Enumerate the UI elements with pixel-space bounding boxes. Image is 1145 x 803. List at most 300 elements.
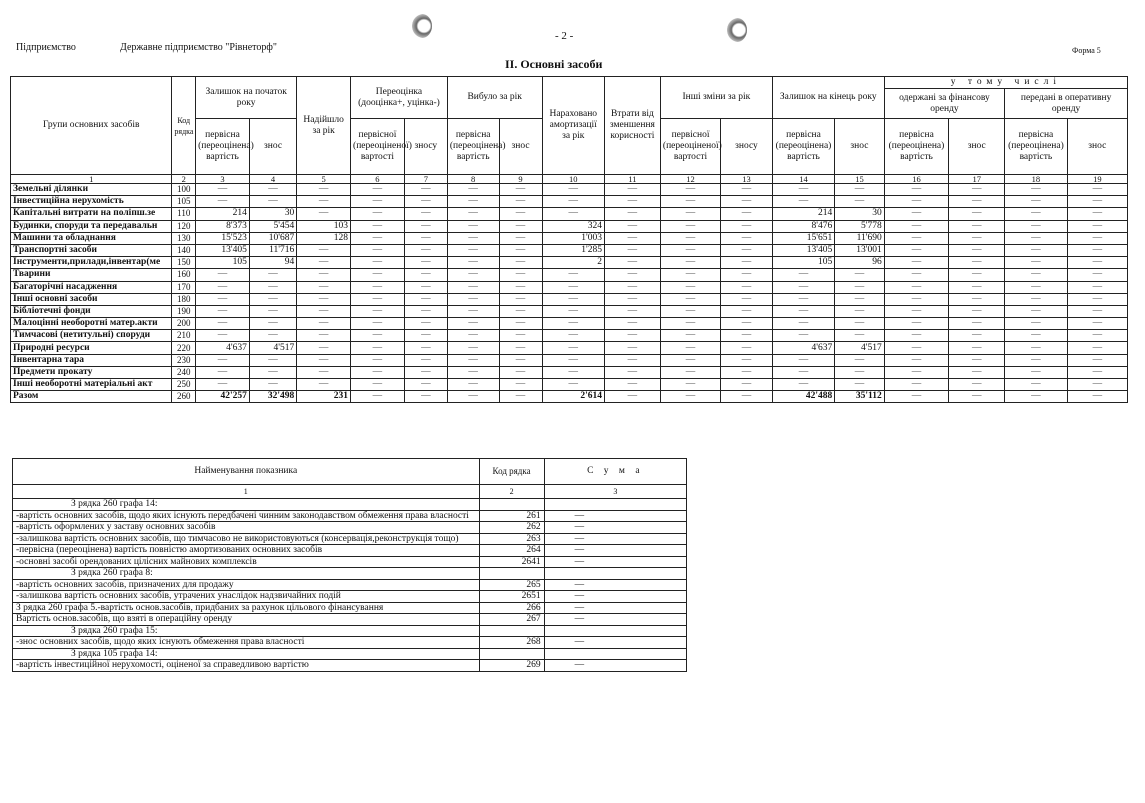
- row-label: Інвестиційна нерухомість: [11, 196, 172, 208]
- cell-value: 128: [297, 232, 351, 244]
- empty-cell-dash: —: [604, 379, 660, 391]
- empty-cell-dash: —: [542, 293, 604, 305]
- indicator-text: -залишкова вартість основних засобів, що тимчасово не використовуються (консервація,реконструкція тощо): [13, 533, 480, 545]
- empty-cell-dash: —: [604, 184, 660, 196]
- empty-cell-dash: —: [351, 342, 405, 354]
- empty-cell-dash: —: [1005, 330, 1067, 342]
- empty-cell-dash: —: [542, 354, 604, 366]
- empty-cell-dash: —: [447, 257, 499, 269]
- empty-cell-dash: —: [499, 196, 542, 208]
- col-impairment: Втрати від зменшення корисності: [604, 77, 660, 175]
- indicator-sum: —: [544, 660, 686, 672]
- column-number: 17: [949, 175, 1005, 184]
- empty-cell-dash: —: [1067, 184, 1127, 196]
- empty-cell-dash: —: [721, 366, 773, 378]
- empty-cell-dash: —: [660, 293, 720, 305]
- empty-cell-dash: —: [660, 366, 720, 378]
- empty-cell-dash: —: [884, 244, 949, 256]
- empty-cell-dash: —: [660, 184, 720, 196]
- cell-value: 2'614: [542, 391, 604, 403]
- empty-cell-dash: —: [404, 342, 447, 354]
- col-received: Надійшло за рік: [297, 77, 351, 175]
- empty-cell-dash: —: [1067, 220, 1127, 232]
- empty-cell-dash: —: [1067, 232, 1127, 244]
- indicator-row: [13, 545, 687, 557]
- indicator-row: [13, 499, 687, 511]
- empty-cell-dash: —: [1067, 196, 1127, 208]
- empty-cell-dash: —: [351, 196, 405, 208]
- cell-value: 13'001: [835, 244, 885, 256]
- indicator-code: 2651: [479, 591, 544, 603]
- empty-cell-dash: —: [835, 354, 885, 366]
- empty-cell-dash: —: [249, 366, 296, 378]
- empty-cell-dash: —: [499, 257, 542, 269]
- empty-cell-dash: —: [1067, 293, 1127, 305]
- indicator-text: -знос основних засобів, щодо яких існують обмеження права власності: [13, 637, 480, 649]
- row-code: 200: [172, 318, 196, 330]
- cell-value: 105: [196, 257, 250, 269]
- cell-value: 214: [772, 208, 834, 220]
- empty-cell-dash: —: [351, 391, 405, 403]
- indicator-text: З рядка 260 графа 5.-вартість основ.засобів, придбаних за рахунок цільового фінансування: [13, 602, 480, 614]
- empty-cell-dash: —: [884, 342, 949, 354]
- column-number: 18: [1005, 175, 1067, 184]
- empty-cell-dash: —: [404, 196, 447, 208]
- empty-cell-dash: —: [949, 330, 1005, 342]
- column-number: 5: [297, 175, 351, 184]
- empty-cell-dash: —: [447, 342, 499, 354]
- empty-cell-dash: —: [772, 196, 834, 208]
- indicator-sum: —: [544, 556, 686, 568]
- empty-cell-dash: —: [351, 293, 405, 305]
- column-number: 13: [721, 175, 773, 184]
- empty-cell-dash: —: [499, 330, 542, 342]
- table-row: [11, 196, 1128, 208]
- empty-cell-dash: —: [542, 379, 604, 391]
- empty-cell-dash: —: [499, 220, 542, 232]
- empty-cell-dash: —: [660, 281, 720, 293]
- col-number: 1: [13, 485, 480, 499]
- empty-cell-dash: —: [297, 244, 351, 256]
- scan-smudge: [727, 18, 747, 42]
- table-row: [11, 354, 1128, 366]
- empty-cell-dash: —: [542, 208, 604, 220]
- form-number: Форма 5: [1072, 46, 1101, 55]
- column-number: 6: [351, 175, 405, 184]
- empty-cell-dash: —: [604, 342, 660, 354]
- empty-cell-dash: —: [884, 305, 949, 317]
- empty-cell-dash: —: [196, 196, 250, 208]
- indicator-row: [13, 625, 687, 637]
- sub-initial: первісна (переоцінена) вартість: [772, 119, 834, 175]
- empty-cell-dash: —: [447, 330, 499, 342]
- enterprise-label: Підприємство: [16, 42, 76, 53]
- empty-cell-dash: —: [660, 305, 720, 317]
- empty-cell-dash: —: [249, 184, 296, 196]
- indicator-sum: —: [544, 533, 686, 545]
- empty-cell-dash: —: [721, 269, 773, 281]
- row-label: Транспортні засоби: [11, 244, 172, 256]
- cell-value: 1'285: [542, 244, 604, 256]
- empty-cell-dash: —: [721, 342, 773, 354]
- indicator-text: Вартість основ.засобів, що взяті в операційну оренду: [13, 614, 480, 626]
- sub-wear: знос: [499, 119, 542, 175]
- empty-cell-dash: —: [884, 391, 949, 403]
- empty-cell-dash: —: [351, 366, 405, 378]
- empty-cell-dash: —: [447, 269, 499, 281]
- sub-wear: знос: [949, 119, 1005, 175]
- empty-cell-dash: —: [1067, 379, 1127, 391]
- empty-cell-dash: —: [721, 391, 773, 403]
- indicators-table: [12, 458, 687, 672]
- empty-cell-dash: —: [1005, 208, 1067, 220]
- empty-cell-dash: —: [1005, 305, 1067, 317]
- empty-cell-dash: —: [1067, 269, 1127, 281]
- row-code: 240: [172, 366, 196, 378]
- empty-cell-dash: —: [772, 330, 834, 342]
- table-row: [11, 318, 1128, 330]
- cell-value: 96: [835, 257, 885, 269]
- cell-value: 13'405: [196, 244, 250, 256]
- empty-cell-dash: —: [196, 281, 250, 293]
- empty-cell-dash: —: [884, 281, 949, 293]
- col-number: 3: [544, 485, 686, 499]
- indicator-sum: —: [544, 510, 686, 522]
- empty-cell-dash: —: [404, 232, 447, 244]
- empty-cell-dash: —: [499, 244, 542, 256]
- indicator-sum: [544, 625, 686, 637]
- column-number: 4: [249, 175, 296, 184]
- empty-cell-dash: —: [249, 330, 296, 342]
- empty-cell-dash: —: [447, 318, 499, 330]
- indicator-row: [13, 533, 687, 545]
- empty-cell-dash: —: [835, 379, 885, 391]
- empty-cell-dash: —: [604, 391, 660, 403]
- empty-cell-dash: —: [604, 232, 660, 244]
- indicator-code: 268: [479, 637, 544, 649]
- row-label: Багаторічні насадження: [11, 281, 172, 293]
- cell-value: 8'373: [196, 220, 250, 232]
- empty-cell-dash: —: [1005, 244, 1067, 256]
- empty-cell-dash: —: [1067, 391, 1127, 403]
- empty-cell-dash: —: [499, 232, 542, 244]
- cell-value: 11'716: [249, 244, 296, 256]
- indicator-sum: [544, 499, 686, 511]
- empty-cell-dash: —: [604, 281, 660, 293]
- indicator-row: [13, 579, 687, 591]
- empty-cell-dash: —: [404, 257, 447, 269]
- empty-cell-dash: —: [196, 184, 250, 196]
- indicator-sum: —: [544, 591, 686, 603]
- empty-cell-dash: —: [447, 196, 499, 208]
- col-indicator-name: Найменування показника: [13, 459, 480, 485]
- empty-cell-dash: —: [249, 354, 296, 366]
- indicator-sum: [544, 568, 686, 580]
- column-number: 8: [447, 175, 499, 184]
- sub-wear: зносу: [404, 119, 447, 175]
- empty-cell-dash: —: [196, 379, 250, 391]
- empty-cell-dash: —: [404, 366, 447, 378]
- cell-value: 13'405: [772, 244, 834, 256]
- empty-cell-dash: —: [949, 391, 1005, 403]
- empty-cell-dash: —: [835, 196, 885, 208]
- column-number: 19: [1067, 175, 1127, 184]
- empty-cell-dash: —: [721, 305, 773, 317]
- empty-cell-dash: —: [499, 269, 542, 281]
- col-disposed: Вибуло за рік: [447, 77, 542, 119]
- indicator-code: 2641: [479, 556, 544, 568]
- row-label: Тварини: [11, 269, 172, 281]
- column-number: 3: [196, 175, 250, 184]
- row-code: 140: [172, 244, 196, 256]
- empty-cell-dash: —: [499, 281, 542, 293]
- row-code: 260: [172, 391, 196, 403]
- empty-cell-dash: —: [835, 318, 885, 330]
- empty-cell-dash: —: [949, 354, 1005, 366]
- empty-cell-dash: —: [351, 330, 405, 342]
- empty-cell-dash: —: [1005, 196, 1067, 208]
- enterprise-name: Державне підприємство "Рівнеторф": [120, 42, 277, 53]
- column-number: 16: [884, 175, 949, 184]
- empty-cell-dash: —: [949, 232, 1005, 244]
- empty-cell-dash: —: [1005, 281, 1067, 293]
- row-label: Разом: [11, 391, 172, 403]
- empty-cell-dash: —: [660, 196, 720, 208]
- indicator-sum: —: [544, 637, 686, 649]
- empty-cell-dash: —: [884, 330, 949, 342]
- cell-value: 42'257: [196, 391, 250, 403]
- empty-cell-dash: —: [721, 257, 773, 269]
- empty-cell-dash: —: [542, 269, 604, 281]
- empty-cell-dash: —: [499, 305, 542, 317]
- empty-cell-dash: —: [196, 305, 250, 317]
- empty-cell-dash: —: [249, 305, 296, 317]
- empty-cell-dash: —: [949, 293, 1005, 305]
- table-row: [11, 257, 1128, 269]
- empty-cell-dash: —: [604, 354, 660, 366]
- empty-cell-dash: —: [949, 257, 1005, 269]
- empty-cell-dash: —: [772, 379, 834, 391]
- sub-initial: первісна (переоцінена) вартість: [884, 119, 949, 175]
- empty-cell-dash: —: [884, 269, 949, 281]
- empty-cell-dash: —: [447, 391, 499, 403]
- empty-cell-dash: —: [835, 366, 885, 378]
- empty-cell-dash: —: [660, 269, 720, 281]
- col-revaluation: Переоцінка (дооцінка+, уцінка-): [351, 77, 448, 119]
- empty-cell-dash: —: [604, 196, 660, 208]
- empty-cell-dash: —: [404, 208, 447, 220]
- empty-cell-dash: —: [249, 269, 296, 281]
- col-leased-in: одержані за фінансову оренду: [884, 89, 1005, 119]
- empty-cell-dash: —: [196, 293, 250, 305]
- empty-cell-dash: —: [297, 330, 351, 342]
- empty-cell-dash: —: [1005, 342, 1067, 354]
- cell-value: 10'687: [249, 232, 296, 244]
- empty-cell-dash: —: [1005, 257, 1067, 269]
- empty-cell-dash: —: [884, 184, 949, 196]
- empty-cell-dash: —: [604, 257, 660, 269]
- col-code: Код рядка: [172, 77, 196, 175]
- empty-cell-dash: —: [721, 379, 773, 391]
- empty-cell-dash: —: [196, 366, 250, 378]
- empty-cell-dash: —: [499, 391, 542, 403]
- empty-cell-dash: —: [351, 354, 405, 366]
- empty-cell-dash: —: [1067, 257, 1127, 269]
- empty-cell-dash: —: [447, 281, 499, 293]
- empty-cell-dash: —: [499, 366, 542, 378]
- indicator-text: -вартість основних засобів, щодо яких існують передбачені чинним законодавством обмеження права власності: [13, 510, 480, 522]
- empty-cell-dash: —: [1005, 379, 1067, 391]
- empty-cell-dash: —: [404, 391, 447, 403]
- indicator-text: -основні засобі орендованих цілісних майнових комплексів: [13, 556, 480, 568]
- empty-cell-dash: —: [772, 305, 834, 317]
- empty-cell-dash: —: [499, 342, 542, 354]
- empty-cell-dash: —: [351, 269, 405, 281]
- cell-value: 5'454: [249, 220, 296, 232]
- empty-cell-dash: —: [772, 293, 834, 305]
- empty-cell-dash: —: [1067, 208, 1127, 220]
- empty-cell-dash: —: [404, 244, 447, 256]
- empty-cell-dash: —: [949, 196, 1005, 208]
- sub-initial: первісна (переоцінена) вартість: [196, 119, 250, 175]
- table-row: [11, 379, 1128, 391]
- empty-cell-dash: —: [1067, 366, 1127, 378]
- row-label: Тимчасові (нетитульні) споруди: [11, 330, 172, 342]
- indicator-sum: —: [544, 522, 686, 534]
- empty-cell-dash: —: [404, 269, 447, 281]
- empty-cell-dash: —: [297, 379, 351, 391]
- table-row: [11, 208, 1128, 220]
- indicator-sum: [544, 648, 686, 660]
- empty-cell-dash: —: [835, 281, 885, 293]
- cell-value: 15'651: [772, 232, 834, 244]
- empty-cell-dash: —: [297, 269, 351, 281]
- indicator-text: -залишкова вартість основних засобів, утрачених унаслідок надзвичайних подій: [13, 591, 480, 603]
- empty-cell-dash: —: [351, 232, 405, 244]
- cell-value: 4'637: [196, 342, 250, 354]
- empty-cell-dash: —: [660, 318, 720, 330]
- indicator-sum: —: [544, 602, 686, 614]
- indicator-text: З рядка 260 графа 8:: [13, 568, 480, 580]
- row-label: Інші основні засоби: [11, 293, 172, 305]
- empty-cell-dash: —: [404, 354, 447, 366]
- indicator-code: [479, 568, 544, 580]
- column-number: 7: [404, 175, 447, 184]
- empty-cell-dash: —: [884, 208, 949, 220]
- indicator-text: -первісна (переоцінена) вартість повністю амортизованих основних засобів: [13, 545, 480, 557]
- column-number: 15: [835, 175, 885, 184]
- empty-cell-dash: —: [297, 184, 351, 196]
- empty-cell-dash: —: [351, 318, 405, 330]
- page-number: - 2 -: [555, 30, 574, 42]
- empty-cell-dash: —: [542, 281, 604, 293]
- empty-cell-dash: —: [196, 330, 250, 342]
- col-depreciation: Нараховано амортизації за рік: [542, 77, 604, 175]
- empty-cell-dash: —: [949, 318, 1005, 330]
- empty-cell-dash: —: [604, 366, 660, 378]
- empty-cell-dash: —: [447, 293, 499, 305]
- empty-cell-dash: —: [196, 269, 250, 281]
- empty-cell-dash: —: [721, 244, 773, 256]
- col-including: у тому числі: [884, 77, 1127, 89]
- indicator-row: [13, 591, 687, 603]
- empty-cell-dash: —: [721, 184, 773, 196]
- table-row: [11, 293, 1128, 305]
- indicator-code: 266: [479, 602, 544, 614]
- empty-cell-dash: —: [297, 257, 351, 269]
- empty-cell-dash: —: [835, 293, 885, 305]
- empty-cell-dash: —: [297, 305, 351, 317]
- empty-cell-dash: —: [660, 257, 720, 269]
- empty-cell-dash: —: [1067, 342, 1127, 354]
- empty-cell-dash: —: [660, 330, 720, 342]
- col-balance-end: Залишок на кінець року: [772, 77, 884, 119]
- empty-cell-dash: —: [196, 354, 250, 366]
- empty-cell-dash: —: [949, 281, 1005, 293]
- empty-cell-dash: —: [196, 318, 250, 330]
- row-code: 220: [172, 342, 196, 354]
- indicator-code: 265: [479, 579, 544, 591]
- table-row: [11, 184, 1128, 196]
- indicator-text: -вартість оформлених у заставу основних засобів: [13, 522, 480, 534]
- empty-cell-dash: —: [660, 354, 720, 366]
- indicator-row: [13, 602, 687, 614]
- section-title: ІІ. Основні засоби: [505, 57, 603, 71]
- empty-cell-dash: —: [835, 305, 885, 317]
- empty-cell-dash: —: [721, 354, 773, 366]
- empty-cell-dash: —: [772, 354, 834, 366]
- empty-cell-dash: —: [1005, 184, 1067, 196]
- indicator-code: 264: [479, 545, 544, 557]
- row-code: 250: [172, 379, 196, 391]
- row-label: Будинки, споруди та передавальн: [11, 220, 172, 232]
- empty-cell-dash: —: [604, 269, 660, 281]
- indicator-text: З рядка 260 графа 14:: [13, 499, 480, 511]
- indicator-row: [13, 556, 687, 568]
- cell-value: 4'517: [249, 342, 296, 354]
- col-other-changes: Інші зміни за рік: [660, 77, 772, 119]
- table-row: [11, 342, 1128, 354]
- sub-initial: первісної (переоціненої) вартості: [660, 119, 720, 175]
- empty-cell-dash: —: [721, 196, 773, 208]
- column-number: 14: [772, 175, 834, 184]
- row-label: Капітальні витрати на поліпш.зе: [11, 208, 172, 220]
- empty-cell-dash: —: [447, 379, 499, 391]
- cell-value: 324: [542, 220, 604, 232]
- empty-cell-dash: —: [404, 220, 447, 232]
- empty-cell-dash: —: [604, 330, 660, 342]
- empty-cell-dash: —: [660, 391, 720, 403]
- empty-cell-dash: —: [351, 257, 405, 269]
- empty-cell-dash: —: [249, 318, 296, 330]
- empty-cell-dash: —: [604, 220, 660, 232]
- table-row: [11, 391, 1128, 403]
- empty-cell-dash: —: [884, 257, 949, 269]
- cell-value: 214: [196, 208, 250, 220]
- sub-initial: первісна (переоцінена) вартість: [1005, 119, 1067, 175]
- indicator-row: [13, 510, 687, 522]
- empty-cell-dash: —: [1067, 354, 1127, 366]
- empty-cell-dash: —: [447, 184, 499, 196]
- empty-cell-dash: —: [447, 354, 499, 366]
- empty-cell-dash: —: [772, 184, 834, 196]
- empty-cell-dash: —: [721, 208, 773, 220]
- row-label: Машини та обладнання: [11, 232, 172, 244]
- empty-cell-dash: —: [249, 196, 296, 208]
- empty-cell-dash: —: [499, 379, 542, 391]
- row-code: 105: [172, 196, 196, 208]
- empty-cell-dash: —: [949, 379, 1005, 391]
